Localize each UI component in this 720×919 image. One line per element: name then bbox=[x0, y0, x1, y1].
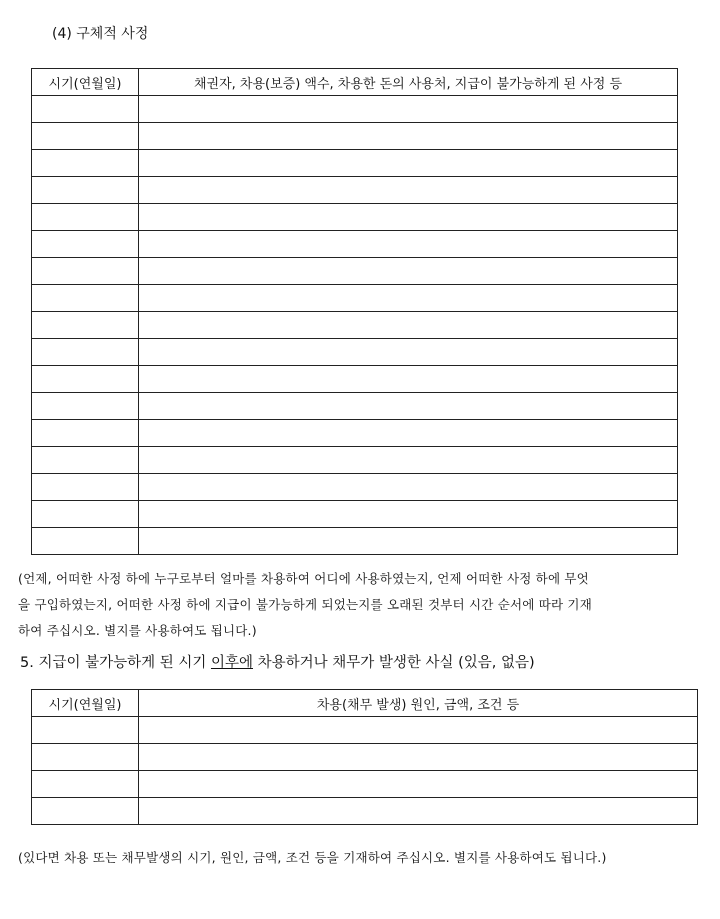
section-5-instruction-note: (있다면 차용 또는 채무발생의 시기, 원인, 금액, 조건 등을 기재하여 주십시오. 별지를 사용하여도 됩니다.) bbox=[18, 850, 607, 865]
date-input-cell[interactable] bbox=[32, 447, 139, 474]
table-row bbox=[32, 258, 678, 285]
detail-input-cell[interactable] bbox=[139, 420, 678, 447]
column-header-date: 시기(연월일) bbox=[32, 690, 139, 717]
detail-input-cell[interactable] bbox=[139, 771, 698, 798]
detail-input-cell[interactable] bbox=[139, 717, 698, 744]
date-input-cell[interactable] bbox=[32, 312, 139, 339]
date-input-cell[interactable] bbox=[32, 744, 139, 771]
table-row bbox=[32, 528, 678, 555]
detail-input-cell[interactable] bbox=[139, 96, 678, 123]
table-body bbox=[32, 96, 678, 555]
detail-input-cell[interactable] bbox=[139, 312, 678, 339]
detail-input-cell[interactable] bbox=[139, 123, 678, 150]
date-input-cell[interactable] bbox=[32, 771, 139, 798]
table-row bbox=[32, 771, 698, 798]
table-row bbox=[32, 366, 678, 393]
date-input-cell[interactable] bbox=[32, 366, 139, 393]
table-row bbox=[32, 744, 698, 771]
detail-input-cell[interactable] bbox=[139, 177, 678, 204]
detail-input-cell[interactable] bbox=[139, 798, 698, 825]
table-row bbox=[32, 393, 678, 420]
table-row bbox=[32, 312, 678, 339]
date-input-cell[interactable] bbox=[32, 123, 139, 150]
date-input-cell[interactable] bbox=[32, 798, 139, 825]
table-header-row bbox=[32, 690, 698, 717]
table-row bbox=[32, 177, 678, 204]
detail-input-cell[interactable] bbox=[139, 285, 678, 312]
borrowing-after-insolvency-table bbox=[31, 689, 698, 825]
table-header-row bbox=[32, 69, 678, 96]
detail-input-cell[interactable] bbox=[139, 393, 678, 420]
detail-input-cell[interactable] bbox=[139, 366, 678, 393]
column-header-detail: 차용(채무 발생) 원인, 금액, 조건 등 bbox=[139, 690, 698, 717]
column-header-detail: 채권자, 차용(보증) 액수, 차용한 돈의 사용처, 지급이 불가능하게 된 사정 등 bbox=[139, 69, 678, 96]
date-input-cell[interactable] bbox=[32, 420, 139, 447]
date-input-cell[interactable] bbox=[32, 258, 139, 285]
table-row bbox=[32, 204, 678, 231]
detail-input-cell[interactable] bbox=[139, 528, 678, 555]
date-input-cell[interactable] bbox=[32, 204, 139, 231]
table-row bbox=[32, 798, 698, 825]
date-input-cell[interactable] bbox=[32, 501, 139, 528]
table-row bbox=[32, 96, 678, 123]
date-input-cell[interactable] bbox=[32, 231, 139, 258]
date-input-cell[interactable] bbox=[32, 285, 139, 312]
specific-circumstances-table bbox=[31, 68, 678, 555]
question-prefix: 5. 지급이 불가능하게 된 시기 bbox=[20, 655, 211, 671]
date-input-cell[interactable] bbox=[32, 717, 139, 744]
detail-input-cell[interactable] bbox=[139, 744, 698, 771]
date-input-cell[interactable] bbox=[32, 393, 139, 420]
section-4-instruction-note bbox=[18, 566, 708, 644]
table-row bbox=[32, 474, 678, 501]
detail-input-cell[interactable] bbox=[139, 204, 678, 231]
date-input-cell[interactable] bbox=[32, 96, 139, 123]
date-input-cell[interactable] bbox=[32, 177, 139, 204]
table-row bbox=[32, 447, 678, 474]
question-suffix: 차용하거나 채무가 발생한 사실 (있음, 없음) bbox=[253, 655, 535, 671]
date-input-cell[interactable] bbox=[32, 150, 139, 177]
table-row bbox=[32, 231, 678, 258]
question-underlined-text: 이후에 bbox=[210, 655, 253, 671]
section-5-question bbox=[20, 651, 535, 672]
detail-input-cell[interactable] bbox=[139, 258, 678, 285]
column-header-date: 시기(연월일) bbox=[32, 69, 139, 96]
table-row bbox=[32, 123, 678, 150]
detail-input-cell[interactable] bbox=[139, 150, 678, 177]
table-row bbox=[32, 285, 678, 312]
section-4-heading: (4) 구체적 사정 bbox=[52, 26, 149, 42]
date-input-cell[interactable] bbox=[32, 528, 139, 555]
detail-input-cell[interactable] bbox=[139, 339, 678, 366]
table-body bbox=[32, 717, 698, 825]
table-row bbox=[32, 339, 678, 366]
table-row bbox=[32, 420, 678, 447]
detail-input-cell[interactable] bbox=[139, 447, 678, 474]
note-line: 을 구입하였는지, 어떠한 사정 하에 지급이 불가능하게 되었는지를 오래된 것부터 시간 순서에 따라 기재 bbox=[18, 597, 592, 612]
table-row bbox=[32, 150, 678, 177]
detail-input-cell[interactable] bbox=[139, 474, 678, 501]
note-line: (언제, 어떠한 사정 하에 누구로부터 얼마를 차용하여 어디에 사용하였는지, 언제 어떠한 사정 하에 무엇 bbox=[18, 571, 589, 586]
table-row bbox=[32, 501, 678, 528]
note-line: 하여 주십시오. 별지를 사용하여도 됩니다.) bbox=[18, 623, 257, 638]
date-input-cell[interactable] bbox=[32, 339, 139, 366]
detail-input-cell[interactable] bbox=[139, 501, 678, 528]
table-row bbox=[32, 717, 698, 744]
detail-input-cell[interactable] bbox=[139, 231, 678, 258]
date-input-cell[interactable] bbox=[32, 474, 139, 501]
